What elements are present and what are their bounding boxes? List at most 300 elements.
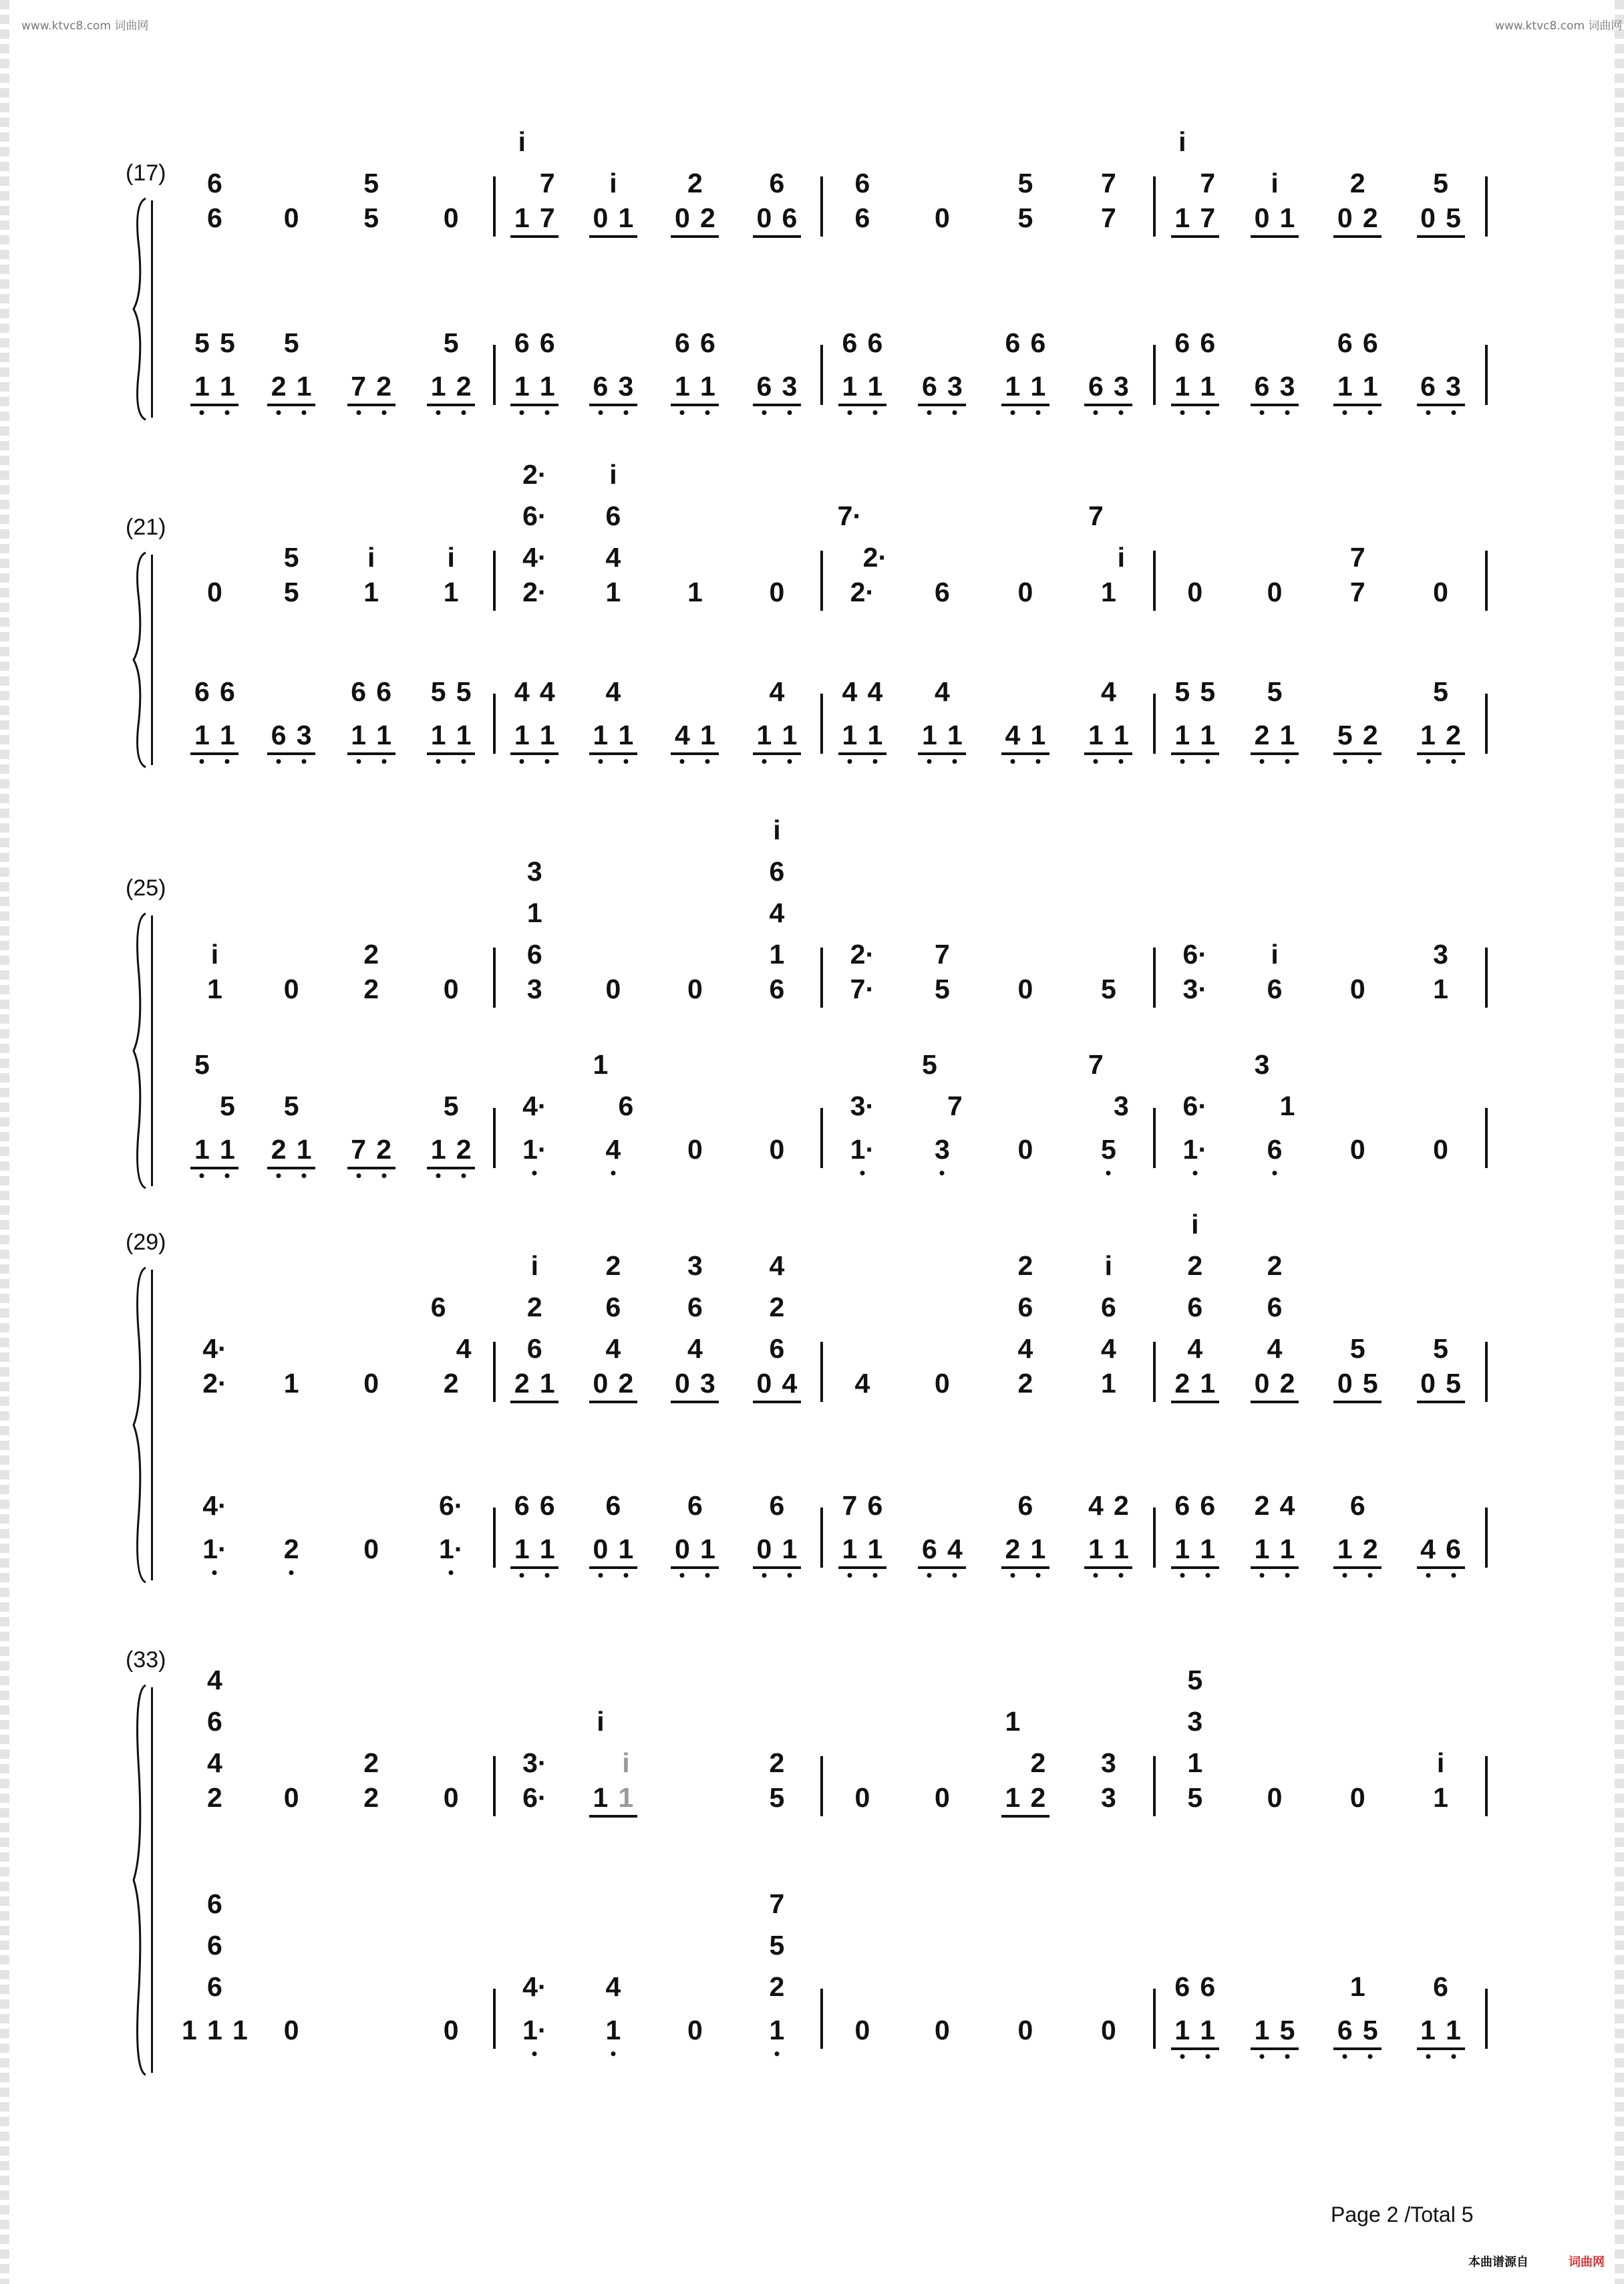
- beam-underline: [1251, 752, 1299, 755]
- bass-note: 1·: [202, 1534, 227, 1564]
- octave-dot: [1451, 2054, 1456, 2059]
- chord-note: 6: [207, 1971, 222, 2002]
- upper-voice-note: 3·: [522, 1747, 547, 1778]
- chord-note: 4: [769, 676, 785, 707]
- system-line: [151, 1687, 153, 2073]
- upper-voice-note: 5: [1187, 1665, 1203, 1695]
- barline: [820, 176, 823, 237]
- melody-note: 1: [1100, 577, 1116, 607]
- octave-dot: [302, 759, 307, 764]
- upper-voice-note: 6: [1187, 1292, 1203, 1322]
- melody-note: 0: [1254, 202, 1270, 233]
- beam-underline: [918, 404, 966, 406]
- chord-note: 7: [769, 1888, 785, 1919]
- melody-note: 2: [1030, 1782, 1046, 1813]
- octave-dot: [436, 1173, 441, 1178]
- octave-dot: [1180, 2054, 1184, 2059]
- octave-dot: [1180, 410, 1184, 415]
- bass-note: 2: [1005, 1534, 1021, 1564]
- system-brace: [132, 912, 148, 1189]
- melody-note: 1: [1100, 1368, 1116, 1399]
- chord-note: 3: [1113, 1091, 1129, 1121]
- melody-note: 3: [699, 1368, 715, 1399]
- chord-note: 6: [1349, 1490, 1365, 1521]
- system-brace: [132, 1684, 148, 2076]
- barline-end: [1485, 1756, 1488, 1816]
- chord-note: 6: [1200, 327, 1216, 358]
- upper-voice-note: 6: [526, 939, 542, 970]
- octave-dot: [705, 1573, 710, 1578]
- bass-note: 3: [618, 371, 634, 402]
- bass-note: 1: [1337, 371, 1353, 402]
- chord-note: 4·: [522, 1091, 547, 1121]
- chord-note: 4: [605, 1971, 621, 2002]
- octave-dot: [705, 759, 710, 764]
- beam-underline: [1333, 752, 1382, 755]
- melody-note: 2: [1279, 1368, 1295, 1399]
- upper-voice-note: 7·: [837, 501, 862, 531]
- octave-dot: [1343, 1573, 1347, 1578]
- beam-underline: [510, 235, 558, 238]
- octave-dot: [680, 410, 685, 415]
- bass-note: 1: [539, 1534, 555, 1564]
- melody-note: 0: [934, 202, 950, 233]
- octave-dot: [611, 1171, 615, 1175]
- bass-note: 1: [376, 720, 392, 750]
- octave-dot: [302, 1173, 307, 1178]
- bass-note: 1: [921, 720, 937, 750]
- upper-voice-note: 6·: [522, 501, 547, 531]
- melody-note: 5: [1100, 974, 1116, 1004]
- octave-dot: [1368, 1573, 1373, 1578]
- chord-note: 5: [1267, 676, 1283, 707]
- right-border-strip: [1615, 0, 1624, 2284]
- upper-voice-note: 4: [1100, 1333, 1116, 1364]
- barline-end: [1485, 345, 1488, 405]
- melody-note: 0: [283, 202, 299, 233]
- octave-dot: [927, 759, 932, 764]
- upper-voice-note: 4: [687, 1333, 703, 1364]
- octave-dot: [1035, 410, 1040, 415]
- bass-note: 4: [1005, 720, 1021, 750]
- melody-note: 3: [1100, 1782, 1116, 1813]
- melody-note: 5: [1446, 1368, 1461, 1399]
- beam-underline: [347, 404, 395, 406]
- octave-dot: [1010, 410, 1015, 415]
- bass-note: 7: [351, 1134, 367, 1165]
- chord-note: 5: [769, 1930, 785, 1961]
- beam-underline: [1333, 1566, 1382, 1569]
- octave-dot: [545, 410, 550, 415]
- bass-note: 1: [1362, 371, 1378, 402]
- melody-note: 2: [1174, 1368, 1190, 1399]
- upper-voice-note: i: [1191, 1209, 1199, 1240]
- beam-underline: [589, 1566, 637, 1569]
- barline: [493, 694, 496, 754]
- measure-number: (33): [126, 1647, 166, 1673]
- bass-note: 2: [376, 1134, 392, 1165]
- beam-underline: [510, 752, 558, 755]
- octave-dot: [520, 759, 524, 764]
- bass-note: 1·: [438, 1534, 464, 1564]
- barline: [493, 176, 496, 237]
- octave-dot: [847, 410, 852, 415]
- barline: [493, 1342, 496, 1402]
- upper-voice-note: i: [1178, 126, 1186, 157]
- melody-note: 1: [1200, 1368, 1216, 1399]
- bass-note: 1: [593, 720, 609, 750]
- beam-underline: [1417, 1401, 1465, 1403]
- octave-dot: [1285, 1573, 1290, 1578]
- octave-dot: [1119, 1573, 1124, 1578]
- upper-voice-note: 4·: [202, 1333, 227, 1364]
- bass-note: 1: [220, 720, 235, 750]
- beam-underline: [1251, 404, 1299, 406]
- upper-voice-note: 6: [854, 168, 870, 198]
- chord-note: 5: [1174, 676, 1190, 707]
- measure-number: (21): [126, 515, 166, 540]
- chord-note: 6: [376, 676, 392, 707]
- bass-note: 5: [1279, 2015, 1295, 2045]
- octave-dot: [545, 759, 550, 764]
- barline: [820, 551, 823, 611]
- octave-dot: [1205, 1573, 1210, 1578]
- bass-note: 1: [1200, 1534, 1216, 1564]
- melody-note: 0: [1254, 1368, 1270, 1399]
- octave-dot: [449, 1570, 454, 1575]
- octave-dot: [289, 1570, 294, 1575]
- measure-number: (25): [126, 875, 166, 901]
- melody-note: 2: [363, 1782, 379, 1813]
- octave-dot: [1094, 410, 1098, 415]
- barline: [493, 948, 496, 1008]
- chord-note: 6: [1174, 327, 1190, 358]
- bass-note: 5: [1362, 2015, 1378, 2045]
- octave-dot: [436, 410, 441, 415]
- barline: [820, 694, 823, 754]
- upper-voice-note: 5: [1433, 1333, 1448, 1364]
- octave-dot: [302, 410, 307, 415]
- melody-note: 3: [526, 974, 542, 1004]
- chord-note: 4: [539, 676, 555, 707]
- chord-note: 6: [1174, 1971, 1190, 2002]
- bass-note: 6: [593, 371, 609, 402]
- upper-voice-note: 2: [605, 1250, 621, 1281]
- bass-note: 3: [782, 371, 798, 402]
- octave-dot: [1368, 2054, 1373, 2059]
- melody-note: 5: [283, 577, 299, 607]
- melody-note: 1: [1174, 202, 1190, 233]
- upper-voice-note: i: [367, 542, 375, 573]
- octave-dot: [1260, 759, 1265, 764]
- upper-voice-note: 1: [769, 939, 785, 970]
- bass-note: 1: [867, 371, 883, 402]
- chord-note: 6: [1200, 1490, 1216, 1521]
- octave-dot: [381, 1173, 386, 1178]
- barline: [493, 345, 496, 405]
- beam-underline: [190, 404, 238, 406]
- bass-note: 1·: [850, 1134, 875, 1165]
- octave-dot: [953, 410, 957, 415]
- bass-note: 1: [756, 720, 772, 750]
- melody-note: 0: [443, 1782, 459, 1813]
- upper-voice-note: 4: [605, 1333, 621, 1364]
- melody-note: 5: [1017, 202, 1033, 233]
- upper-voice-note: 5: [1349, 1333, 1365, 1364]
- chord-note: 6: [1017, 1490, 1033, 1521]
- bass-note: 0: [756, 1534, 772, 1564]
- octave-dot: [277, 1173, 281, 1178]
- upper-voice-note: i: [597, 1706, 605, 1737]
- chord-note: 6: [842, 327, 858, 358]
- melody-note: 2·: [850, 577, 875, 607]
- octave-dot: [680, 1573, 685, 1578]
- chord-note: 6: [539, 327, 555, 358]
- chord-note: 5: [456, 676, 472, 707]
- beam-underline: [1171, 1566, 1219, 1569]
- bass-note: 2: [456, 371, 472, 402]
- bass-note: 2: [1254, 720, 1270, 750]
- barline: [1153, 1989, 1156, 2049]
- chord-note: 6: [1005, 327, 1021, 358]
- melody-note: 1: [605, 577, 621, 607]
- chord-note: 5: [1433, 676, 1448, 707]
- octave-dot: [532, 2051, 537, 2056]
- chord-note: 6: [687, 1490, 703, 1521]
- octave-dot: [1273, 1171, 1277, 1175]
- upper-voice-note: 2·: [850, 939, 875, 970]
- beam-underline: [589, 1815, 637, 1818]
- upper-voice-note: 6: [605, 1292, 621, 1322]
- melody-note: 4: [782, 1368, 798, 1399]
- octave-dot: [462, 1173, 466, 1178]
- melody-note: 0: [934, 1368, 950, 1399]
- chord-note: 6: [1337, 327, 1353, 358]
- bass-note: 6: [1446, 1534, 1461, 1564]
- octave-dot: [1192, 1171, 1197, 1175]
- bass-note: 1: [351, 720, 367, 750]
- melody-note: 2: [699, 202, 715, 233]
- chord-note: 5: [283, 1091, 299, 1121]
- bass-note: 3: [1446, 371, 1461, 402]
- octave-dot: [927, 410, 932, 415]
- site-credit: 词曲网: [1569, 2255, 1605, 2269]
- bass-note: 1·: [522, 2015, 547, 2045]
- melody-note: 2·: [202, 1368, 227, 1399]
- octave-dot: [1010, 759, 1015, 764]
- octave-dot: [212, 1570, 217, 1575]
- left-border-strip: [0, 0, 9, 2284]
- upper-voice-note: 2: [769, 1292, 785, 1322]
- upper-voice-note: i: [1104, 1250, 1113, 1281]
- chord-note: 5: [443, 1091, 459, 1121]
- melody-note: 0: [1420, 202, 1436, 233]
- octave-dot: [762, 759, 766, 764]
- octave-dot: [1285, 410, 1290, 415]
- beam-underline: [190, 752, 238, 755]
- octave-dot: [927, 1573, 932, 1578]
- melody-note: 7: [1200, 202, 1216, 233]
- upper-voice-note: 6: [1267, 1292, 1283, 1322]
- bass-note: 1: [456, 720, 472, 750]
- octave-dot: [462, 410, 466, 415]
- chord-note: 4·: [202, 1490, 227, 1521]
- bass-note: 1: [1030, 720, 1046, 750]
- beam-underline: [1417, 752, 1465, 755]
- barline: [1153, 694, 1156, 754]
- upper-voice-note: 1: [1187, 1747, 1203, 1778]
- upper-voice-note: 6: [769, 168, 785, 198]
- bass-note: 6: [921, 1534, 937, 1564]
- melody-note: 0: [283, 974, 299, 1004]
- upper-voice-note: 3: [1100, 1747, 1116, 1778]
- beam-underline: [510, 1566, 558, 1569]
- bass-note: 1: [782, 1534, 798, 1564]
- upper-voice-note: 4: [769, 1250, 785, 1281]
- bass-note: 6: [756, 371, 772, 402]
- melody-note: 1: [1433, 1782, 1448, 1813]
- melody-note: 0: [283, 1782, 299, 1813]
- chord-note: 4: [514, 676, 530, 707]
- bass-note: 1: [194, 1134, 210, 1165]
- bass-note: 6: [921, 371, 937, 402]
- melody-note: 1: [207, 974, 222, 1004]
- barline-end: [1485, 551, 1488, 611]
- barline: [1153, 1756, 1156, 1816]
- upper-voice-note: 3: [526, 856, 542, 887]
- upper-voice-note: 2: [1030, 1747, 1046, 1778]
- chord-note: 6: [605, 1490, 621, 1521]
- bass-note: 1: [1088, 720, 1104, 750]
- bass-note: 1: [1174, 720, 1190, 750]
- beam-underline: [589, 235, 637, 238]
- melody-note: 0: [756, 1368, 772, 1399]
- barline: [493, 1108, 496, 1168]
- chord-note: 7: [1088, 1049, 1104, 1080]
- upper-voice-note: 2: [526, 1292, 542, 1322]
- chord-note: 5: [283, 327, 299, 358]
- barline-end: [1485, 176, 1488, 237]
- upper-voice-note: 2: [363, 939, 379, 970]
- octave-dot: [545, 1573, 550, 1578]
- chord-note: 4: [934, 676, 950, 707]
- bass-note: 1: [867, 720, 883, 750]
- chord-note: 3: [1254, 1049, 1270, 1080]
- upper-voice-note: 4: [207, 1665, 222, 1695]
- octave-dot: [872, 1573, 877, 1578]
- beam-underline: [1171, 235, 1219, 238]
- bass-note: 6: [1267, 1134, 1283, 1165]
- octave-dot: [1368, 759, 1373, 764]
- beam-underline: [1001, 752, 1049, 755]
- upper-voice-note: 7: [539, 168, 555, 198]
- upper-voice-note: i: [530, 1250, 538, 1281]
- octave-dot: [356, 410, 361, 415]
- upper-voice-note: 6: [769, 856, 785, 887]
- upper-voice-note: 6: [687, 1292, 703, 1322]
- bass-note: 1: [1174, 1534, 1190, 1564]
- beam-underline: [1417, 2047, 1465, 2050]
- system-line: [151, 915, 153, 1186]
- bass-note: 1: [618, 1534, 634, 1564]
- upper-voice-note: i: [1117, 542, 1126, 573]
- octave-dot: [1260, 410, 1265, 415]
- upper-voice-note: 4: [1267, 1333, 1283, 1364]
- bass-note: 1: [1200, 720, 1216, 750]
- bass-note: 1: [194, 371, 210, 402]
- upper-voice-note: 4: [605, 542, 621, 573]
- octave-dot: [1343, 759, 1347, 764]
- bass-note: 1: [1174, 2015, 1190, 2045]
- upper-voice-note: i: [210, 939, 219, 970]
- bass-note: 1: [539, 371, 555, 402]
- bass-note: 1: [514, 371, 530, 402]
- octave-dot: [1260, 2054, 1265, 2059]
- melody-note: 0: [1433, 577, 1448, 607]
- bass-note: 0: [1017, 1134, 1033, 1165]
- upper-voice-note: i: [447, 542, 455, 573]
- melody-note: 5: [769, 1782, 785, 1813]
- chord-note: 6: [514, 1490, 530, 1521]
- beam-underline: [671, 1401, 719, 1403]
- bass-note: 1: [1420, 720, 1436, 750]
- octave-dot: [940, 1171, 945, 1175]
- beam-underline: [753, 1401, 801, 1403]
- chord-note: 6: [699, 327, 715, 358]
- barline: [1153, 1108, 1156, 1168]
- bass-note: 2: [1362, 720, 1378, 750]
- barline-end: [1485, 1342, 1488, 1402]
- upper-voice-note: 7: [1200, 168, 1216, 198]
- upper-voice-note: 4: [1187, 1333, 1203, 1364]
- beam-underline: [1171, 1401, 1219, 1403]
- octave-dot: [356, 1173, 361, 1178]
- melody-note: 0: [674, 202, 690, 233]
- beam-underline: [838, 752, 886, 755]
- chord-note: 4: [842, 676, 858, 707]
- upper-voice-note: 2: [769, 1747, 785, 1778]
- beam-underline: [427, 404, 475, 406]
- barline-end: [1485, 694, 1488, 754]
- beam-underline: [753, 235, 801, 238]
- upper-voice-note: 6·: [1182, 939, 1208, 970]
- chord-note: 7: [842, 1490, 858, 1521]
- melody-note: 0: [674, 1368, 690, 1399]
- bass-note: 5: [1100, 1134, 1116, 1165]
- beam-underline: [267, 1167, 315, 1169]
- melody-note: 5: [934, 974, 950, 1004]
- system-line: [151, 555, 153, 765]
- beam-underline: [1084, 1566, 1132, 1569]
- chord-note: 6: [867, 327, 883, 358]
- beam-underline: [510, 404, 558, 406]
- upper-voice-note: 7: [1349, 542, 1365, 573]
- barline: [1153, 551, 1156, 611]
- octave-dot: [1205, 410, 1210, 415]
- chord-note: 2: [1113, 1490, 1129, 1521]
- beam-underline: [838, 404, 886, 406]
- upper-voice-note: 2: [1187, 1250, 1203, 1281]
- header-right-watermark: www.ktvc8.com 词曲网: [1495, 19, 1623, 33]
- upper-voice-note: 2: [1267, 1250, 1283, 1281]
- bass-note: 1: [430, 371, 446, 402]
- beam-underline: [1001, 404, 1049, 406]
- octave-dot: [1035, 1573, 1040, 1578]
- octave-dot: [623, 759, 628, 764]
- bass-note: 1: [514, 1534, 530, 1564]
- upper-voice-note: i: [622, 1747, 630, 1778]
- beam-underline: [427, 752, 475, 755]
